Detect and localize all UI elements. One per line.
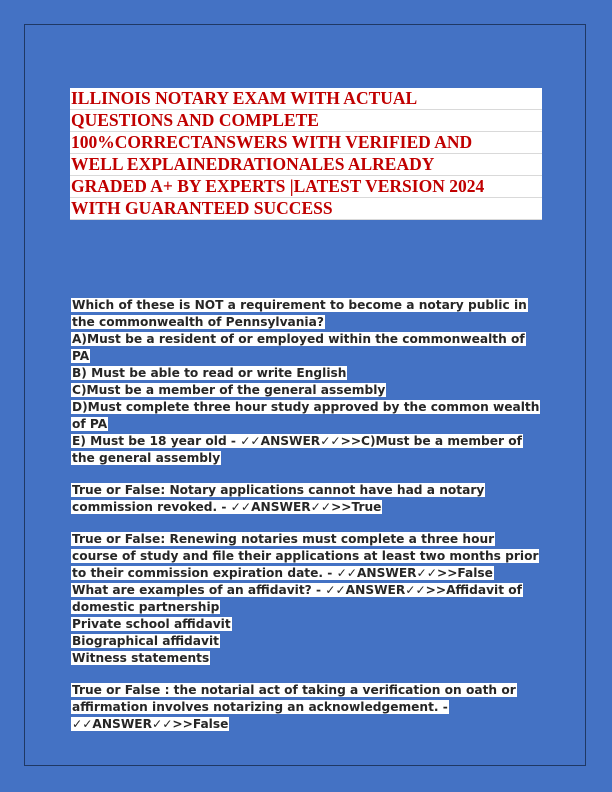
question-5	[71, 682, 543, 733]
question-3-text: True or False: Renewing notaries must complete a three hour course of study and file their applications at least two months prior to their commission expiration date. - ✓✓ANSWER✓✓>>False	[72, 532, 539, 580]
spacer	[71, 467, 543, 482]
question-1-text: Which of these is NOT a requirement to become a notary public in the commonwealth of Pennsylvania?	[72, 298, 527, 329]
question-1	[71, 297, 543, 467]
question-1-option-d: D)Must complete three hour study approved by the common wealth of PA	[72, 400, 540, 431]
question-4-item-2: Biographical affidavit	[72, 634, 219, 648]
question-4	[71, 582, 543, 667]
title-line-3: 100%CORRECTANSWERS WITH VERIFIED AND	[70, 132, 542, 154]
questions-section	[71, 297, 543, 733]
question-4-text: What are examples of an affidavit? - ✓✓ANSWER✓✓>>Affidavit of domestic partnership	[72, 583, 522, 614]
spacer	[71, 667, 543, 682]
question-1-option-b: B) Must be able to read or write English	[72, 366, 347, 380]
question-1-option-a: A)Must be a resident of or employed within the commonwealth of PA	[72, 332, 525, 363]
title-line-4: WELL EXPLAINEDRATIONALES ALREADY	[70, 154, 542, 176]
question-1-option-e-answer: E) Must be 18 year old - ✓✓ANSWER✓✓>>C)Must be a member of the general assembly	[72, 434, 522, 465]
title-line-6: WITH GUARANTEED SUCCESS	[70, 198, 542, 220]
question-2	[71, 482, 543, 516]
question-4-item-3: Witness statements	[72, 651, 210, 665]
question-4-item-1: Private school affidavit	[72, 617, 231, 631]
title-line-2: QUESTIONS AND COMPLETE	[70, 110, 542, 132]
question-2-text: True or False: Notary applications cannot have had a notary commission revoked. - ✓✓ANSWER✓✓>>True	[72, 483, 485, 514]
question-5-text: True or False : the notarial act of taking a verification on oath or affirmation involves notarizing an acknowledgement. - ✓✓ANSWER✓✓>>False	[72, 683, 516, 731]
question-1-option-c: C)Must be a member of the general assembly	[72, 383, 386, 397]
title-line-5: GRADED A+ BY EXPERTS |LATEST VERSION 2024	[70, 176, 542, 198]
document-title	[70, 88, 542, 220]
question-3	[71, 531, 543, 582]
title-line-1: ILLINOIS NOTARY EXAM WITH ACTUAL	[70, 88, 542, 110]
spacer	[71, 516, 543, 531]
